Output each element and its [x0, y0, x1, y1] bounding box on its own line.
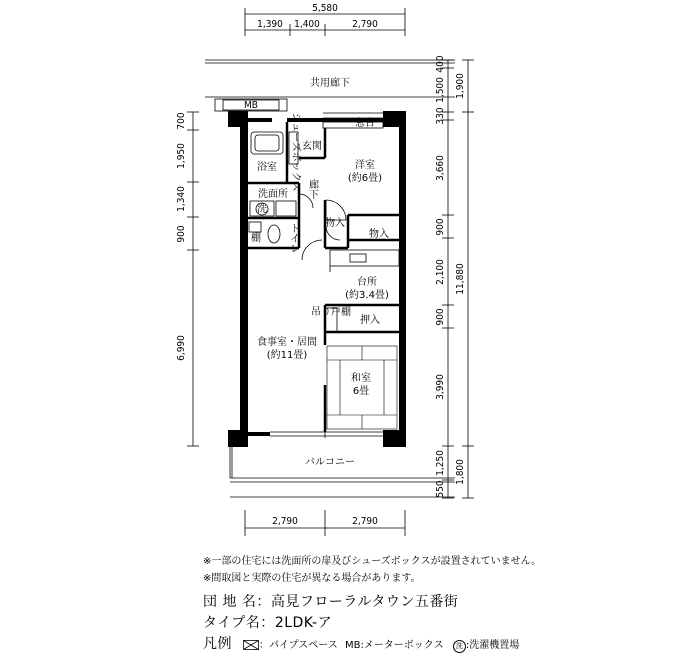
hallway-label: 廊下: [306, 179, 318, 199]
unit-info: [203, 592, 519, 656]
dim-right-1: 400: [435, 55, 446, 73]
dim-right-4: 3,660: [435, 155, 446, 181]
bath-label: 浴室: [257, 162, 277, 173]
bathtub-icon: [251, 132, 283, 154]
type-row: [203, 613, 519, 634]
dim-total-width: 5,580: [312, 3, 338, 14]
western-room-label: 洋室: [355, 160, 375, 171]
dim-right-10: 550: [435, 480, 446, 498]
storage-a-label-top: 物入: [325, 218, 345, 229]
dim-bottom-right: 2,790: [352, 516, 378, 527]
complex-label: 団 地 名：: [203, 594, 271, 610]
corridor-label: 共用廊下: [310, 78, 350, 89]
dim-right-outer-3: 1,800: [455, 459, 466, 485]
oshiire-label: 押入: [360, 315, 380, 326]
hanging-shelf-label: 吊り戸棚: [311, 307, 351, 318]
balcony-label: バルコニー: [305, 457, 355, 468]
living-room-size: (約11畳): [266, 350, 308, 361]
washroom-label: 洗面所: [258, 189, 288, 200]
dim-left-3: 1,340: [176, 186, 187, 212]
window-seat-label: 窓台: [355, 118, 375, 129]
dim-top-mid: 1,400: [294, 19, 320, 30]
dim-right-outer-1: 1,900: [455, 73, 466, 99]
legend-pipe-text: ：パイプスペース: [258, 640, 338, 651]
living-room-label: 食事室・居間: [257, 337, 317, 348]
legend-label: 凡例: [203, 636, 232, 652]
japanese-room-label: 和室: [351, 373, 371, 384]
dim-left-5: 6,990: [176, 335, 187, 361]
legend-items: [237, 640, 519, 651]
legend-wash-text: :洗濯機置場: [465, 640, 520, 651]
dim-right-7: 900: [435, 308, 446, 326]
pipe-space-icon: [243, 640, 259, 650]
dim-right-3: 330: [435, 107, 446, 125]
dim-right-6: 2,100: [435, 259, 446, 285]
walls: [228, 111, 406, 447]
left-dimension-lines: [187, 112, 199, 446]
complex-row: [203, 592, 519, 613]
notes: [203, 553, 541, 587]
legend-mb-text: MB:メーターボックス: [344, 640, 444, 651]
dim-top-left: 1,390: [257, 19, 283, 30]
note-1: ※一部の住宅には洗面所の扉及びシューズボックスが設置されていません。: [203, 556, 542, 567]
storage-b-label: 物入: [369, 229, 389, 240]
dim-right-2: 1,500: [435, 77, 446, 103]
kitchen-label: 台所: [357, 277, 377, 288]
balcony-lines: [230, 447, 455, 497]
dim-right-8: 3,990: [435, 374, 446, 400]
kitchen-size: (約3.4畳): [345, 290, 389, 301]
legend-wash-mark: 洗: [455, 642, 463, 650]
dim-right-9: 1,250: [435, 450, 446, 476]
dim-right-outer-2: 11,880: [455, 263, 466, 295]
genkan-label: 玄関: [302, 141, 322, 152]
dim-left-4: 900: [176, 225, 187, 243]
complex-value: 高見フローラルタウン五番街: [270, 594, 459, 610]
right-dimension-labels: [435, 55, 466, 497]
western-room-size: (約6畳): [347, 173, 383, 184]
dim-bottom-left: 2,790: [272, 516, 298, 527]
left-dimension-labels: [176, 112, 187, 361]
japanese-room-size: 6畳: [352, 386, 370, 397]
note-2: ※間取図と実際の住宅が異なる場合があります。: [203, 573, 421, 584]
dim-left-1: 700: [176, 112, 187, 130]
legend-row: [203, 634, 519, 656]
dim-top-right: 2,790: [352, 19, 378, 30]
dim-left-2: 1,950: [176, 143, 187, 169]
shoe-box-label: シューズボックス: [290, 112, 301, 192]
toilet-label: トイレ: [287, 223, 299, 253]
mb-label: MB: [244, 100, 258, 111]
dim-right-5: 900: [435, 218, 446, 236]
shelf-label: 棚: [251, 233, 261, 244]
bottom-dimension-lines: [245, 510, 405, 536]
type-value: 2LDK-ア: [274, 615, 333, 631]
balcony-windows: [270, 430, 383, 438]
kitchen-counter: [330, 250, 399, 272]
wash-mark-icon: [453, 640, 466, 653]
type-label: タイプ名：: [203, 615, 275, 631]
wash-mark: 洗: [257, 204, 267, 215]
